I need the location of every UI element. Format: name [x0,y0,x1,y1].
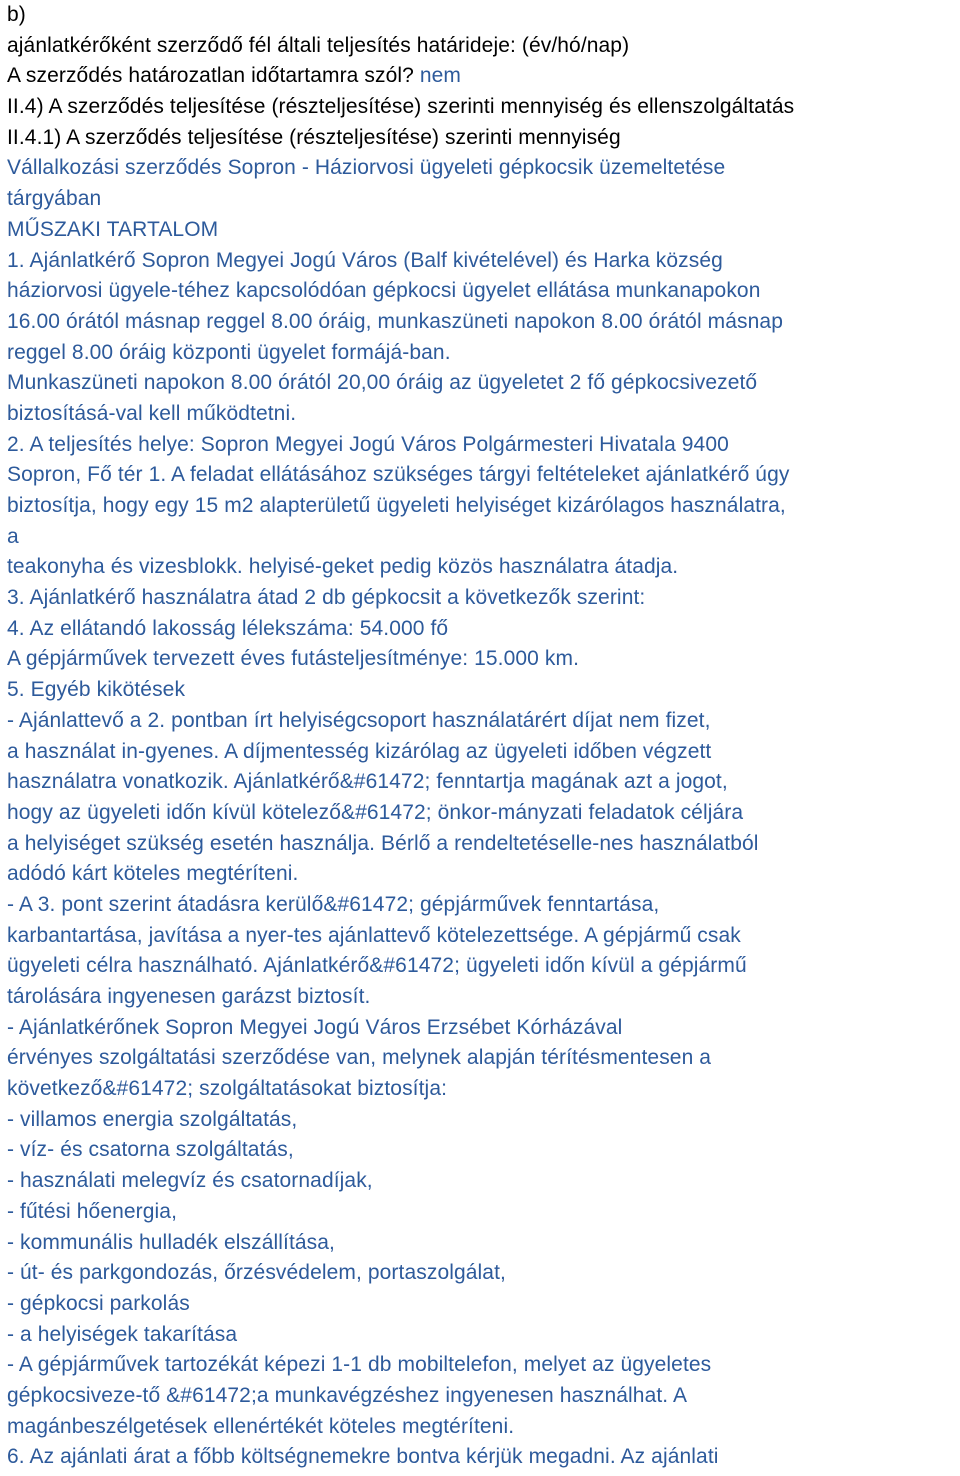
field-value: - a helyiségek takarítása [7,1322,238,1346]
text-line [7,1320,960,1351]
text-line [7,644,960,675]
text-line [7,368,960,399]
text-line [7,215,960,246]
text-line [7,982,960,1013]
field-label: II.4) A szerződés teljesítése (részteljesítése) szerinti mennyiség és ellenszolgáltatás [7,95,795,119]
field-value: ügyeleti célra használható. Ajánlatkérő&#61472; ügyeleti időn kívül a gépjármű [7,954,747,978]
field-value: 2. A teljesítés helye: Sopron Megyei Jogú Város Polgármesteri Hivatala 9400 [7,432,729,456]
text-line [7,61,960,92]
field-value: - A 3. pont szerint átadásra kerülő&#61472; gépjárművek fenntartása, [7,892,660,916]
field-value: biztosítja, hogy egy 15 m2 alapterületű ügyeleti helyiséget kizárólagos használatra, [7,494,786,517]
field-value: karbantartása, javítása a nyer-tes ajánlattevő kötelezettsége. A gépjármű csak [7,923,741,947]
text-line [7,1258,960,1289]
text-line [7,1350,960,1381]
field-value: A gépjárművek tervezett éves futásteljesítménye: 15.000 km. [7,647,580,671]
field-value: reggel 8.00 óráig központi ügyelet formájá-ban. [7,340,451,364]
field-value: - gépkocsi parkolás [7,1291,190,1315]
text-line [7,276,960,307]
text-line [7,92,960,123]
field-value: 5. Egyéb kikötések [7,678,186,702]
field-value: teakonyha és vizesblokk. helyisé-geket pedig közös használatra átadja. [7,555,679,579]
field-value: Munkaszüneti napokon 8.00 órától 20,00 óráig az ügyeletet 2 fő gépkocsivezető [7,371,758,395]
text-line [7,951,960,982]
text-line [7,184,960,215]
field-value: a használat in-gyenes. A díjmentesség kizárólag az ügyeleti időben végzett [7,739,712,763]
text-line [7,522,960,553]
text-line [7,430,960,461]
field-value: - víz- és csatorna szolgáltatás, [7,1138,294,1162]
text-line [7,123,960,154]
field-value: - A gépjárművek tartozékát képezi 1-1 db mobiltelefon, melyet az ügyeletes [7,1353,712,1377]
field-value: gépkocsiveze-tő &#61472;a munkavégzéshez ingyenesen használhat. A [7,1383,688,1407]
field-value: hogy az ügyeleti időn kívül kötelező&#61472; önkor-mányzati feladatok céljára [7,800,744,824]
text-line [7,153,960,184]
field-value: Vállalkozási szerződés Sopron - Háziorvosi ügyeleti gépkocsik üzemeltetése [7,156,726,180]
text-line [7,1013,960,1044]
field-value: biztosításá-val kell működtetni. [7,401,297,425]
text-line [7,859,960,890]
field-value: - kommunális hulladék elszállítása, [7,1230,335,1254]
text-line [7,307,960,338]
text-line [7,583,960,614]
field-value: 6. Az ajánlati árat a főbb költségnemekre bontva kérjük megadni. Az ajánlati [7,1445,719,1469]
text-line [7,1043,960,1074]
field-value: magánbeszélgetések ellenértékét köteles megtéríteni. [7,1414,515,1438]
field-value: következő&#61472; szolgáltatásokat biztosítja: [7,1077,448,1101]
text-line [7,0,960,31]
text-line [7,1381,960,1412]
text-line [7,706,960,737]
text-line [7,1166,960,1197]
field-value: - Ajánlatkérőnek Sopron Megyei Jogú Város Erzsébet Kórházával [7,1015,623,1039]
text-line [7,921,960,952]
field-value: a helyiséget szükség esetén használja. Bérlő a rendeltetéselle-nes használatból [7,831,759,855]
field-value: - használati melegvíz és csatornadíjak, [7,1169,373,1193]
field-label: b) [7,3,26,26]
text-line [7,1135,960,1166]
text-line [7,1074,960,1105]
text-line [7,737,960,768]
field-value: 16.00 órától másnap reggel 8.00 óráig, munkaszüneti napokon 8.00 órától másnap [7,309,783,333]
text-line [7,1228,960,1259]
field-value: a [7,524,19,548]
field-value: MŰSZAKI TARTALOM [7,217,219,241]
text-line [7,460,960,491]
text-line [7,767,960,798]
field-value: nem [419,64,462,88]
text-line [7,829,960,860]
field-label: II.4.1) A szerződés teljesítése (részteljesítése) szerinti mennyiség [7,125,621,149]
text-line [7,1105,960,1136]
field-value: tárolására ingyenesen garázst biztosít. [7,985,371,1008]
field-value: háziorvosi ügyele-téhez kapcsolódóan gépkocsi ügyelet ellátása munkanapokon [7,279,761,303]
field-label: A szerződés határozatlan időtartamra szól? [7,64,420,88]
field-value: - Ajánlattevő a 2. pontban írt helyiségcsoport használatárért díjat nem fizet, [7,708,711,732]
text-line [7,675,960,706]
field-value: használatra vonatkozik. Ajánlatkérő&#61472; fenntartja magának azt a jogot, [7,770,728,794]
text-line [7,1289,960,1320]
field-value: 1. Ajánlatkérő Sopron Megyei Jogú Város (Balf kivételével) és Harka község [7,248,723,272]
text-line [7,1197,960,1228]
text-line [7,399,960,430]
field-label: ajánlatkérőként szerződő fél általi teljesítés határideje: (év/hó/nap) [7,33,630,57]
text-line [7,1442,960,1473]
field-value: Sopron, Fő tér 1. A feladat ellátásához szükséges tárgyi feltételeket ajánlatkérő úgy [7,463,790,487]
text-line [7,614,960,645]
field-value: - út- és parkgondozás, őrzésvédelem, portaszolgálat, [7,1261,506,1285]
field-value: - villamos energia szolgáltatás, [7,1107,298,1131]
field-value: adódó kárt köteles megtéríteni. [7,862,299,886]
field-value: 3. Ajánlatkérő használatra átad 2 db gépkocsit a következők szerint: [7,586,646,610]
text-line [7,890,960,921]
field-value: 4. Az ellátandó lakosság lélekszáma: 54.000 fő [7,616,449,640]
field-value: tárgyában [7,187,102,211]
text-line [7,1412,960,1443]
text-line [7,491,960,522]
text-line [7,338,960,369]
text-line [7,31,960,62]
field-value: érvényes szolgáltatási szerződése van, melynek alapján térítésmentesen a [7,1046,712,1070]
text-line [7,552,960,583]
text-line [7,798,960,829]
field-value: - fűtési hőenergia, [7,1199,178,1223]
text-line [7,246,960,277]
